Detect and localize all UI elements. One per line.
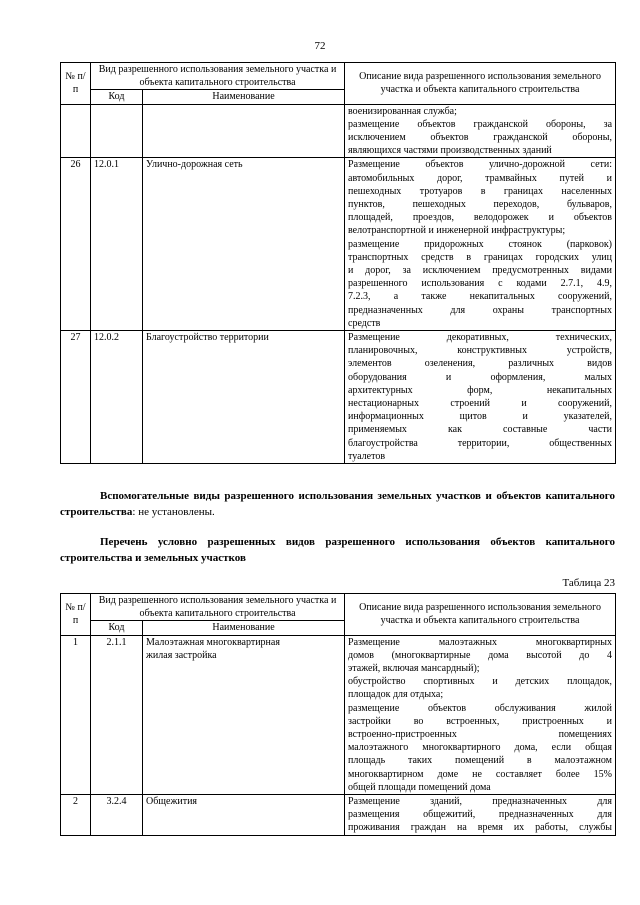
- table-row-continued: [61, 104, 616, 158]
- row-code: 3.2.4: [91, 795, 143, 836]
- table-header-row: [61, 594, 616, 621]
- row-description: Размещение малоэтажных многоквартирных домов (многоквартирные дома высотой до 4 этажей, включая мансардный); обустройство спортивных и детских площадок, площадок для отдыха; размещение объектов обслуживания жилой застройки во встроенных, пристроенных и встроенно-пристроенных помещениях малоэтажного многоквартирного дома, если общая площадь таких помещений в малоэтажном многоквартирном доме не составляет более 15% общей площади помещений дома: [345, 635, 616, 794]
- header-name: Наименование: [143, 90, 345, 104]
- row-code: 12.0.2: [91, 331, 143, 464]
- page-number: 72: [314, 40, 326, 52]
- row-number: 1: [61, 635, 91, 794]
- row-code: 2.1.1: [91, 635, 143, 794]
- header-description: Описание вида разрешенного использования земельного участка и объекта капитального строительства: [345, 594, 616, 636]
- row-code: 12.0.1: [91, 158, 143, 331]
- auxiliary-uses-paragraph: Вспомогательные виды разрешенного использования земельных участков и объектов капитального строительства: не установлены.: [60, 490, 615, 518]
- row-name: Благоустройство территории: [143, 331, 345, 464]
- conditional-uses-heading: Перечень условно разрешенных видов разрешенного использования объектов капитального строительства и земельных участков: [60, 536, 615, 564]
- land-use-table-continued: [60, 62, 616, 464]
- table-header-row: [61, 63, 616, 90]
- row-description: Размещение зданий, предназначенных для размещения общежитий, предназначенных для проживания граждан на время их работы, службы: [345, 795, 616, 836]
- row-name: Общежития: [143, 795, 345, 836]
- table-row: [61, 158, 616, 331]
- header-description: Описание вида разрешенного использования земельного участка и объекта капитального строительства: [345, 63, 616, 105]
- conditional-uses-table: [60, 593, 616, 836]
- header-num: № п/п: [61, 63, 91, 105]
- row-number: 2: [61, 795, 91, 836]
- row-description: Размещение объектов улично-дорожной сети: автомобильных дорог, трамвайных путей и пешеходных тротуаров в границах населенных пунктов, пешеходных переходов, бульваров, площадей, проездов, велодорожек и объектов велотранспортной и инженерной инфраструктуры; размещение придорожных стоянок (парковок) транспортных средств в границах городских улиц и дорог, за исключением предусмотренных видами разрешенного использования с кодами 2.7.1, 4.9, 7.2.3, а также некапитальных сооружений, предназначенных для охраны транспортных средств: [345, 158, 616, 331]
- header-code: Код: [91, 90, 143, 104]
- row-name: Улично-дорожная сеть: [143, 158, 345, 331]
- table-caption: Таблица 23: [562, 577, 615, 589]
- row-description: военизированная служба; размещение объектов гражданской обороны, за исключением объектов гражданской обороны, являющихся частями производственных зданий: [345, 104, 616, 158]
- table-row: [61, 331, 616, 464]
- row-name: Малоэтажная многоквартирная жилая застройка: [143, 635, 345, 794]
- header-name: Наименование: [143, 621, 345, 635]
- row-description: Размещение декоративных, технических, планировочных, конструктивных устройств, элементов озеленения, различных видов оборудования и оформления, малых архитектурных форм, некапитальных нестационарных строений и сооружений, информационных щитов и указателей, применяемых как составные части благоустройства территории, общественных туалетов: [345, 331, 616, 464]
- row-number: 27: [61, 331, 91, 464]
- header-kind-group: Вид разрешенного использования земельного участка и объекта капитального строительства: [91, 63, 345, 90]
- row-number: 26: [61, 158, 91, 331]
- table-row: [61, 635, 616, 794]
- header-kind-group: Вид разрешенного использования земельного участка и объекта капитального строительства: [91, 594, 345, 621]
- table-row: [61, 795, 616, 836]
- header-code: Код: [91, 621, 143, 635]
- header-num: № п/п: [61, 594, 91, 636]
